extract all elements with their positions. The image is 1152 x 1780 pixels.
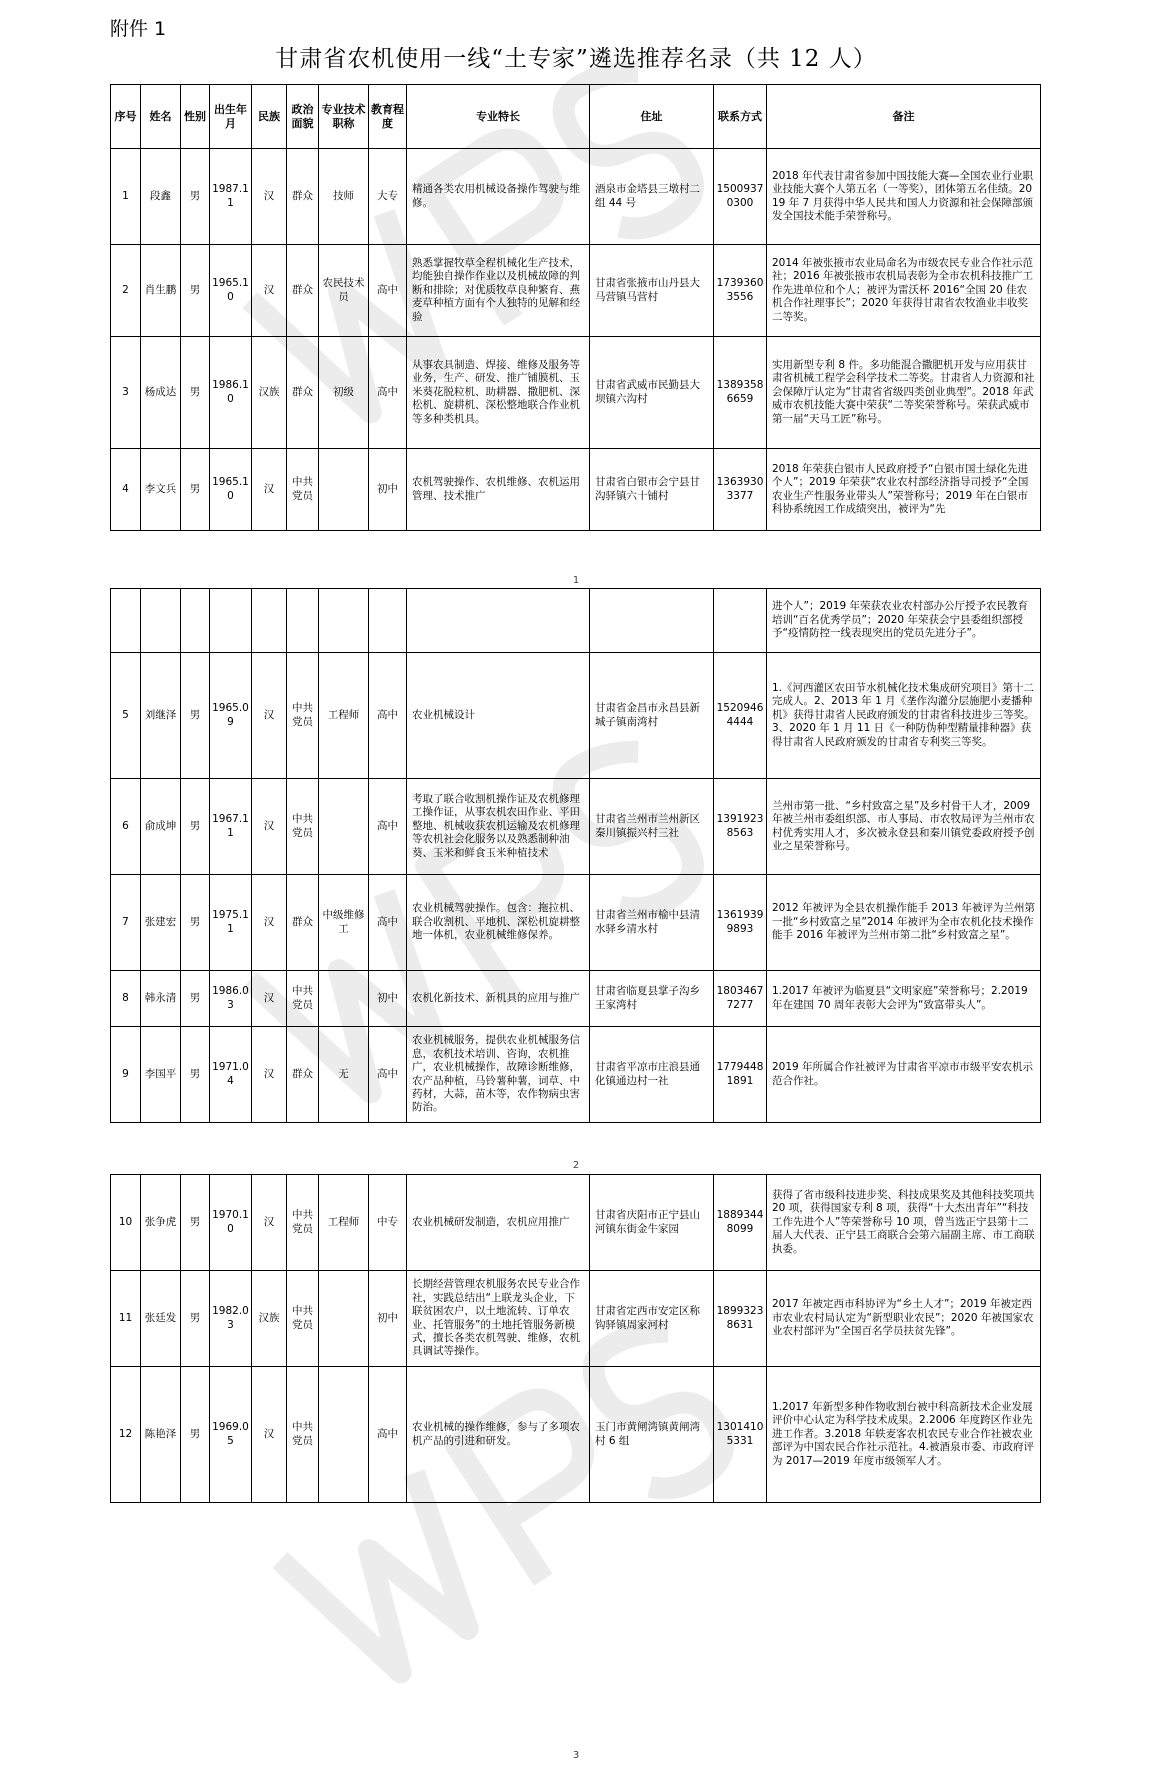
table-row — [111, 1271, 1041, 1367]
cell-address: 玉门市黄闸湾镇黄闸湾村 6 组 — [590, 1367, 714, 1503]
cell-person-name: 俞成坤 — [141, 779, 181, 875]
cell-contact-phone: 13919238563 — [714, 779, 767, 875]
table-row — [111, 149, 1041, 245]
cell-contact-phone: 13619399893 — [714, 875, 767, 971]
cell-birth-date: 1965.10 — [210, 449, 252, 531]
cell-tech-title: 工程师 — [319, 653, 369, 779]
cell-ethnicity: 汉 — [252, 149, 287, 245]
cell-person-name: 刘继泽 — [141, 653, 181, 779]
cell-political-status: 群众 — [287, 245, 319, 337]
table-row — [111, 589, 1041, 653]
cell-person-name: 张廷发 — [141, 1271, 181, 1367]
cell-political-status: 群众 — [287, 1027, 319, 1123]
cell-address: 甘肃省张掖市山丹县大马营镇马营村 — [590, 245, 714, 337]
cell-specialty: 农机驾驶操作、农机维修、农机运用管理、技术推广 — [407, 449, 590, 531]
header-ethnicity: 民族 — [252, 85, 287, 149]
cell-tech-title: 技师 — [319, 149, 369, 245]
cell-ethnicity: 汉 — [252, 653, 287, 779]
cell-address — [590, 589, 714, 653]
cell-ethnicity: 汉 — [252, 1367, 287, 1503]
cell-specialty — [407, 589, 590, 653]
table-row — [111, 779, 1041, 875]
cell-political-status: 中共党员 — [287, 1271, 319, 1367]
table-row — [111, 245, 1041, 337]
cell-gender: 男 — [181, 449, 210, 531]
cell-specialty: 长期经营管理农机服务农民专业合作社，实践总结出“上联龙头企业，下联贫困农户，以土地流转、订单农业、托管服务”的土地托管服务新模式，擅长各类农机驾驶、维修，农机具调试等操作。 — [407, 1271, 590, 1367]
cell-ethnicity: 汉 — [252, 1175, 287, 1271]
cell-education: 高中 — [369, 779, 407, 875]
cell-ethnicity: 汉 — [252, 449, 287, 531]
header-politics: 政治面貌 — [287, 85, 319, 149]
cell-tech-title — [319, 779, 369, 875]
cell-row-no: 1 — [111, 149, 141, 245]
roster-table-page-1 — [110, 84, 1041, 531]
cell-tech-title — [319, 1271, 369, 1367]
page-number: 2 — [572, 1160, 580, 1171]
header-tech-title: 专业技术职称 — [319, 85, 369, 149]
cell-remarks: 2012 年被评为全县农机操作能手 2013 年被评为兰州第一批“乡村致富之星”2014 年被评为全市农机化技术操作能手 2016 年被评为兰州市第二批“乡村致富之星”。 — [767, 875, 1041, 971]
cell-ethnicity: 汉 — [252, 971, 287, 1027]
cell-gender: 男 — [181, 971, 210, 1027]
header-remarks: 备注 — [767, 85, 1041, 149]
cell-political-status: 群众 — [287, 337, 319, 449]
cell-address: 甘肃省金昌市永昌县新城子镇南湾村 — [590, 653, 714, 779]
cell-contact-phone: 18893448099 — [714, 1175, 767, 1271]
cell-address: 甘肃省武威市民勤县大坝镇六沟村 — [590, 337, 714, 449]
cell-ethnicity: 汉 — [252, 779, 287, 875]
cell-remarks: 2017 年被定西市科协评为“乡土人才”；2019 年被定西市农业农村局认定为“新型职业农民”；2020 年被国家农业农村部评为“全国百名学员扶贫先锋”。 — [767, 1271, 1041, 1367]
page-number: 3 — [572, 1750, 580, 1761]
table-row — [111, 449, 1041, 531]
cell-remarks: 2019 年所属合作社被评为甘肃省平凉市市级平安农机示范合作社。 — [767, 1027, 1041, 1123]
header-address: 住址 — [590, 85, 714, 149]
cell-row-no: 5 — [111, 653, 141, 779]
cell-political-status: 中共党员 — [287, 971, 319, 1027]
table-row — [111, 337, 1041, 449]
cell-ethnicity: 汉族 — [252, 1271, 287, 1367]
cell-political-status: 中共党员 — [287, 1367, 319, 1503]
cell-birth-date: 1967.11 — [210, 779, 252, 875]
cell-ethnicity: 汉 — [252, 245, 287, 337]
cell-birth-date: 1987.11 — [210, 149, 252, 245]
document-title: 甘肃省农机使用一线“土专家”遴选推荐名录（共 12 人） — [275, 46, 877, 72]
cell-birth-date: 1975.11 — [210, 875, 252, 971]
cell-gender: 男 — [181, 245, 210, 337]
cell-row-no: 7 — [111, 875, 141, 971]
cell-specialty: 考取了联合收割机操作证及农机修理工操作证，从事农机农田作业、平田整地、机械收获农机运输及农机修理等农机社会化服务以及熟悉制种油葵、玉米和鲜食玉米种植技术 — [407, 779, 590, 875]
cell-birth-date: 1970.10 — [210, 1175, 252, 1271]
cell-education: 大专 — [369, 149, 407, 245]
cell-contact-phone: 17393603556 — [714, 245, 767, 337]
cell-address: 甘肃省定西市安定区称钩驿镇周家河村 — [590, 1271, 714, 1367]
table-row — [111, 1175, 1041, 1271]
cell-tech-title — [319, 449, 369, 531]
cell-birth-date: 1969.05 — [210, 1367, 252, 1503]
table-row — [111, 1367, 1041, 1503]
cell-gender — [181, 589, 210, 653]
cell-specialty: 农业机械研发制造，农机应用推广 — [407, 1175, 590, 1271]
cell-row-no: 6 — [111, 779, 141, 875]
cell-specialty: 农业机械服务，提供农业机械服务信息，农机技术培训、咨询，农机推广，农业机械操作，故障诊断维修，农产品种植，马铃薯种薯，词草、中药材，大蒜，苗木等，农作物病虫害防治。 — [407, 1027, 590, 1123]
cell-person-name: 张建宏 — [141, 875, 181, 971]
cell-remarks: 2018 年荣获白银市人民政府授予“白银市国土绿化先进个人”；2019 年荣获“农业农村部经济指导司授予“全国农业生产性服务业带头人”荣誉称号；2019 年在白银市科协系统因工作成绩突出，被评为“先 — [767, 449, 1041, 531]
cell-political-status: 群众 — [287, 149, 319, 245]
cell-row-no: 10 — [111, 1175, 141, 1271]
cell-contact-phone: 15209464444 — [714, 653, 767, 779]
cell-education: 初中 — [369, 1271, 407, 1367]
cell-political-status: 群众 — [287, 875, 319, 971]
cell-person-name: 李国平 — [141, 1027, 181, 1123]
cell-ethnicity: 汉 — [252, 875, 287, 971]
cell-row-no: 12 — [111, 1367, 141, 1503]
table-row — [111, 653, 1041, 779]
cell-specialty: 熟悉掌握牧草全程机械化生产技术，均能独自操作作业以及机械故障的判断和排除；对优质牧草良种繁育、燕麦草种植方面有个人独特的见解和经验 — [407, 245, 590, 337]
cell-gender: 男 — [181, 337, 210, 449]
cell-address: 甘肃省兰州市兰州新区秦川镇振兴村三社 — [590, 779, 714, 875]
cell-contact-phone: 13893586659 — [714, 337, 767, 449]
cell-specialty: 农机化新技术、新机具的应用与推广 — [407, 971, 590, 1027]
cell-remarks: 获得了省市级科技进步奖、科技成果奖及其他科技奖项共 20 项，获得国家专利 8 项，获得“十大杰出青年”“科技工作先进个人”等荣誉称号 10 项，曾当选正宁县第十二届人大代表、正宁县工商联合会第六届副主席、市工商联执委。 — [767, 1175, 1041, 1271]
cell-education: 初中 — [369, 971, 407, 1027]
cell-address: 酒泉市金塔县三墩村二组 44 号 — [590, 149, 714, 245]
cell-address: 甘肃省临夏县掌子沟乡王家湾村 — [590, 971, 714, 1027]
cell-row-no: 4 — [111, 449, 141, 531]
cell-remarks: 1.2017 年新型多种作物收割台被中科高新技术企业发展评价中心认定为科学技术成果。2.2006 年度跨区作业先进工作者。3.2018 年轶麦客农机农民专业合作社被农业部评为中国农民合作社示范社。4.被酒泉市委、市政府评为 2017—2019 年度市级领军人才。 — [767, 1367, 1041, 1503]
cell-gender: 男 — [181, 1367, 210, 1503]
cell-birth-date: 1982.03 — [210, 1271, 252, 1367]
cell-row-no: 11 — [111, 1271, 141, 1367]
cell-row-no: 9 — [111, 1027, 141, 1123]
cell-education: 高中 — [369, 1027, 407, 1123]
roster-table-page-3 — [110, 1174, 1041, 1503]
cell-person-name: 杨成达 — [141, 337, 181, 449]
cell-tech-title — [319, 971, 369, 1027]
cell-political-status — [287, 589, 319, 653]
cell-contact-phone — [714, 589, 767, 653]
cell-contact-phone: 17794481891 — [714, 1027, 767, 1123]
header-contact: 联系方式 — [714, 85, 767, 149]
cell-row-no: 8 — [111, 971, 141, 1027]
cell-person-name: 陈艳泽 — [141, 1367, 181, 1503]
table-row — [111, 971, 1041, 1027]
cell-gender: 男 — [181, 653, 210, 779]
cell-birth-date: 1965.09 — [210, 653, 252, 779]
cell-contact-phone: 18993238631 — [714, 1271, 767, 1367]
cell-remarks: 2018 年代表甘肃省参加中国技能大赛—全国农业行业职业技能大赛个人第五名（一等奖），团体第五名佳绩。2019 年 7 月获得中华人民共和国人力资源和社会保障部颁发全国技术能手荣誉称号。 — [767, 149, 1041, 245]
cell-ethnicity — [252, 589, 287, 653]
cell-education: 中专 — [369, 1175, 407, 1271]
cell-political-status: 中共党员 — [287, 653, 319, 779]
cell-education — [369, 589, 407, 653]
cell-address: 甘肃省庆阳市正宁县山河镇东街金牛家园 — [590, 1175, 714, 1271]
attachment-label: 附件 1 — [110, 18, 167, 40]
cell-tech-title: 初级 — [319, 337, 369, 449]
cell-person-name: 段鑫 — [141, 149, 181, 245]
cell-specialty: 精通各类农用机械设备操作驾驶与维修。 — [407, 149, 590, 245]
cell-birth-date — [210, 589, 252, 653]
cell-education: 高中 — [369, 1367, 407, 1503]
cell-birth-date: 1971.04 — [210, 1027, 252, 1123]
cell-tech-title — [319, 589, 369, 653]
cell-birth-date: 1986.03 — [210, 971, 252, 1027]
header-name: 姓名 — [141, 85, 181, 149]
roster-table-page-2 — [110, 588, 1041, 1123]
cell-remarks: 2014 年被张掖市农业局命名为市级农民专业合作社示范社；2016 年被张掖市农机局表彰为全市农机科技推广工作先进单位和个人；被评为雷沃杯 2016“全国 20 佳农机合作社理事长”；2020 年获得甘肃省农牧渔业丰收奖二等奖。 — [767, 245, 1041, 337]
cell-gender: 男 — [181, 1027, 210, 1123]
cell-tech-title: 中级维修工 — [319, 875, 369, 971]
cell-specialty: 农业机械驾驶操作。包含：拖拉机、联合收割机、平地机、深松机旋耕整地一体机，农业机械维修保养。 — [407, 875, 590, 971]
cell-tech-title: 无 — [319, 1027, 369, 1123]
table-header-row — [111, 85, 1041, 149]
cell-person-name: 韩永清 — [141, 971, 181, 1027]
cell-row-no: 3 — [111, 337, 141, 449]
cell-row-no: 2 — [111, 245, 141, 337]
header-birth: 出生年月 — [210, 85, 252, 149]
cell-contact-phone: 18034677277 — [714, 971, 767, 1027]
cell-education: 高中 — [369, 653, 407, 779]
cell-gender: 男 — [181, 149, 210, 245]
cell-contact-phone: 15009370300 — [714, 149, 767, 245]
cell-remarks: 实用新型专利 8 件。多功能混合撒肥机开发与应用获甘肃省机械工程学会科学技术二等奖。甘肃省人力资源和社会保障厅认定为“甘肃省省级四类创业典型”。2018 年武威市农机技能大赛中荣获“二等奖荣誉称号。荣获武威市第一届“天马工匠”称号。 — [767, 337, 1041, 449]
cell-political-status: 中共党员 — [287, 449, 319, 531]
table-row — [111, 1027, 1041, 1123]
cell-person-name: 肖生鹏 — [141, 245, 181, 337]
table-row — [111, 875, 1041, 971]
cell-ethnicity: 汉族 — [252, 337, 287, 449]
cell-row-no — [111, 589, 141, 653]
cell-education: 高中 — [369, 245, 407, 337]
cell-remarks: 1.《河西灌区农田节水机械化技术集成研究项目》第十二完成人。2、2013 年 1 月《垄作沟灌分层施肥小麦播种机》获得甘肃省人民政府颁发的甘肃省科技进步三等奖。3、2020 年 1 月 11 日《一种防伪种型精量排种器》获得甘肃省人民政府颁发的甘肃省专利奖三等奖。 — [767, 653, 1041, 779]
cell-specialty: 农业机械设计 — [407, 653, 590, 779]
header-education: 教育程度 — [369, 85, 407, 149]
cell-education: 高中 — [369, 875, 407, 971]
cell-tech-title: 农民技术员 — [319, 245, 369, 337]
cell-contact-phone: 13014105331 — [714, 1367, 767, 1503]
page-number: 1 — [572, 575, 580, 586]
header-gender: 性别 — [181, 85, 210, 149]
cell-education: 高中 — [369, 337, 407, 449]
cell-ethnicity: 汉 — [252, 1027, 287, 1123]
cell-remarks: 1.2017 年被评为临夏县“文明家庭”荣誉称号；2.2019 年在建国 70 周年表彰大会评为“致富带头人”。 — [767, 971, 1041, 1027]
cell-address: 甘肃省平凉市庄浪县通化镇通边村一社 — [590, 1027, 714, 1123]
cell-address: 甘肃省白银市会宁县甘沟驿镇六十铺村 — [590, 449, 714, 531]
cell-birth-date: 1986.10 — [210, 337, 252, 449]
cell-birth-date: 1965.10 — [210, 245, 252, 337]
cell-specialty: 从事农具制造、焊接、维修及服务等业务，生产、研发、推广铺膜机、玉米葵花脱粒机、助耕器、撒肥机、深松机、旋耕机、深松整地联合作业机等多种类机具。 — [407, 337, 590, 449]
cell-gender: 男 — [181, 779, 210, 875]
header-no: 序号 — [111, 85, 141, 149]
cell-gender: 男 — [181, 1271, 210, 1367]
cell-tech-title — [319, 1367, 369, 1503]
cell-gender: 男 — [181, 875, 210, 971]
cell-contact-phone: 13639303377 — [714, 449, 767, 531]
header-specialty: 专业特长 — [407, 85, 590, 149]
cell-person-name: 张争虎 — [141, 1175, 181, 1271]
cell-address: 甘肃省兰州市榆中县清水驿乡清水村 — [590, 875, 714, 971]
cell-remarks: 兰州市第一批、“乡村致富之星”及乡村骨干人才，2009 年被兰州市委组织部、市人事局、市农牧局评为兰州市农村优秀实用人才，多次被永登县和秦川镇党委政府授予创业之星荣誉称号。 — [767, 779, 1041, 875]
cell-political-status: 中共党员 — [287, 1175, 319, 1271]
cell-tech-title: 工程师 — [319, 1175, 369, 1271]
cell-person-name — [141, 589, 181, 653]
cell-specialty: 农业机械的操作维修，参与了多项农机产品的引进和研发。 — [407, 1367, 590, 1503]
cell-education: 初中 — [369, 449, 407, 531]
cell-political-status: 中共党员 — [287, 779, 319, 875]
cell-gender: 男 — [181, 1175, 210, 1271]
cell-remarks: 进个人”；2019 年荣获农业农村部办公厅授予农民教育培训“百名优秀学员”；2020 年荣获会宁县委组织部授予“疫情防控一线表现突出的党员先进分子”。 — [767, 589, 1041, 653]
cell-person-name: 李文兵 — [141, 449, 181, 531]
